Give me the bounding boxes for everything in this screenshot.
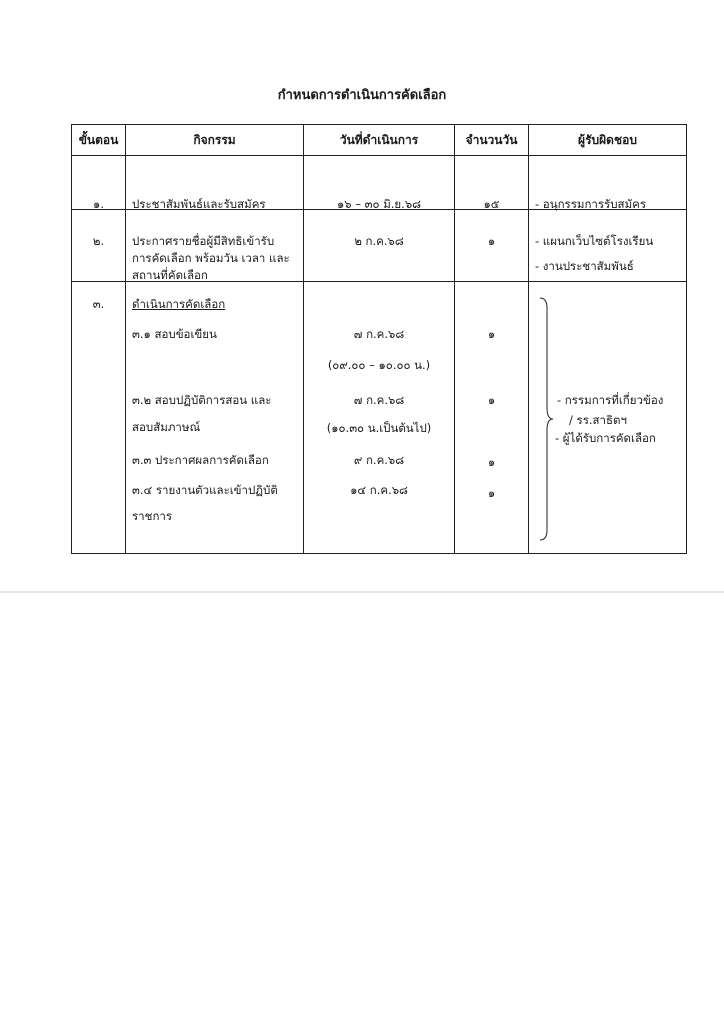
sub-activity: ๓.๒ สอบปฏิบัติการสอน และ xyxy=(132,393,272,407)
date-text: ๒ ก.ค.๖๘ xyxy=(354,234,404,248)
header-responsible: ผู้รับผิดชอบ xyxy=(529,125,687,156)
activity-text: ประชาสัมพันธ์และรับสมัคร xyxy=(132,197,266,211)
page-edge xyxy=(0,591,724,593)
step-cell xyxy=(72,210,126,282)
header-days: จำนวนวัน xyxy=(455,125,529,156)
table-row xyxy=(72,210,687,282)
header-date: วันที่ดำเนินการ xyxy=(304,125,455,156)
document-title: กำหนดการดำเนินการคัดเลือก xyxy=(277,88,447,103)
step-cell xyxy=(72,156,126,210)
days-cell xyxy=(455,156,529,210)
date-text: ๗ ก.ค.๖๘ xyxy=(353,327,405,341)
days-text: ๑ xyxy=(487,234,496,248)
date-text: (๐๙.๐๐ – ๑๐.๐๐ น.) xyxy=(327,358,431,372)
responsible-text: - ผู้ได้รับการคัดเลือก xyxy=(555,431,656,445)
sub-activity: ๓.๑ สอบข้อเขียน xyxy=(132,327,217,341)
responsible-cell xyxy=(529,282,687,554)
date-text: ๙ ก.ค.๖๘ xyxy=(353,453,405,467)
date-cell xyxy=(304,156,455,210)
sub-activity: ๓.๔ รายงานตัวและเข้าปฏิบัติ xyxy=(132,483,278,497)
activity-cell xyxy=(126,156,304,210)
responsible-text: - แผนกเว็บไซต์โรงเรียน xyxy=(535,234,654,248)
header-step: ขั้นตอน xyxy=(72,125,126,156)
section-heading: ดำเนินการคัดเลือก xyxy=(132,297,226,311)
date-text: ๑๔ ก.ค.๖๘ xyxy=(350,483,408,497)
days-text: ๑ xyxy=(487,327,496,341)
activity-text: ประกาศรายชื่อผู้มีสิทธิเข้ารับ xyxy=(132,234,275,248)
table-row xyxy=(72,282,687,554)
step-number: ๒. xyxy=(92,234,105,248)
activity-text: สถานที่คัดเลือก xyxy=(132,268,208,282)
curly-brace-icon xyxy=(538,296,554,542)
step-number: ๓. xyxy=(92,297,105,311)
schedule-table xyxy=(71,124,687,554)
date-text: ๗ ก.ค.๖๘ xyxy=(353,393,405,407)
table-row xyxy=(72,156,687,210)
date-text: (๑๐.๓๐ น.เป็นต้นไป) xyxy=(326,421,432,435)
days-text: ๑ xyxy=(487,486,496,500)
responsible-cell xyxy=(529,210,687,282)
sub-activity: ราชการ xyxy=(132,509,173,523)
responsible-text: / รร.สาธิตฯ xyxy=(569,413,627,427)
date-cell xyxy=(304,282,455,554)
responsible-text: - กรรมการที่เกี่ยวข้อง xyxy=(557,393,664,407)
responsible-cell xyxy=(529,156,687,210)
activity-cell xyxy=(126,210,304,282)
days-cell xyxy=(455,210,529,282)
header-row xyxy=(72,125,687,156)
sub-activity: ๓.๓ ประกาศผลการคัดเลือก xyxy=(132,453,269,467)
sub-activity: สอบสัมภาษณ์ xyxy=(132,420,201,434)
days-text: ๑ xyxy=(487,455,496,469)
header-activity: กิจกรรม xyxy=(126,125,304,156)
date-cell xyxy=(304,210,455,282)
days-cell xyxy=(455,282,529,554)
days-text: ๑๕ xyxy=(483,197,500,211)
activity-cell xyxy=(126,282,304,554)
activity-text: การคัดเลือก พร้อมวัน เวลา และ xyxy=(132,251,290,265)
responsible-text: - งานประชาสัมพันธ์ xyxy=(535,259,634,273)
responsible-text: - อนุกรรมการรับสมัคร xyxy=(535,197,647,211)
date-text: ๑๖ – ๓๐ มิ.ย.๖๘ xyxy=(337,197,421,211)
days-text: ๑ xyxy=(487,393,496,407)
step-number: ๑. xyxy=(93,197,104,211)
step-cell xyxy=(72,282,126,554)
